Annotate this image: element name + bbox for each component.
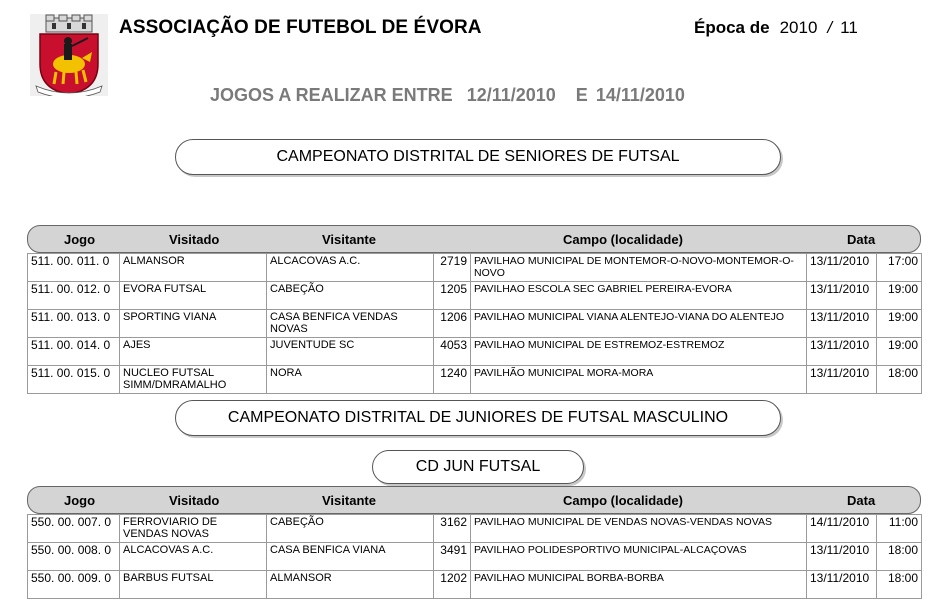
- away-team: ALMANSOR: [267, 571, 434, 599]
- game-time: 18:00: [877, 366, 922, 394]
- table-row: [28, 254, 922, 282]
- home-team: SPORTING VIANA: [120, 310, 267, 338]
- column-header-visitante: Visitante: [322, 493, 376, 508]
- period-from-date: 12/11/2010: [466, 85, 556, 105]
- game-number: 511. 00. 015. 0: [28, 366, 120, 394]
- venue-code: 1205: [434, 282, 471, 310]
- association-crest-logo: [30, 14, 108, 96]
- venue-name: PAVILHAO POLIDESPORTIVO MUNICIPAL-ALCAÇOVAS: [471, 543, 807, 571]
- game-date: 13/11/2010: [807, 254, 877, 282]
- venue-name: PAVILHAO ESCOLA SEC GABRIEL PEREIRA-EVORA: [471, 282, 807, 310]
- games-table-body: [27, 253, 922, 394]
- competition-subtitle-cd-jun-futsal: CD JUN FUTSAL: [372, 450, 584, 484]
- home-team: EVORA FUTSAL: [120, 282, 267, 310]
- season-end-year: 11: [840, 18, 858, 37]
- season-info: [694, 18, 858, 38]
- away-team: CASA BENFICA VENDAS NOVAS: [267, 310, 434, 338]
- venue-code: 1206: [434, 310, 471, 338]
- away-team: NORA: [267, 366, 434, 394]
- game-date: 13/11/2010: [807, 571, 877, 599]
- column-header-jogo: Jogo: [64, 493, 96, 508]
- period-to-date: 14/11/2010: [595, 85, 685, 105]
- game-date: 13/11/2010: [807, 338, 877, 366]
- table-row: [28, 310, 922, 338]
- column-header-visitado: Visitado: [169, 232, 220, 247]
- venue-code: 1240: [434, 366, 471, 394]
- venue-name: PAVILHAO MUNICIPAL DE VENDAS NOVAS-VENDAS NOVAS: [471, 515, 807, 543]
- away-team: JUVENTUDE SC: [267, 338, 434, 366]
- season-separator: /: [827, 18, 833, 37]
- game-number: 550. 00. 008. 0: [28, 543, 120, 571]
- table-header: [27, 486, 921, 514]
- column-header-campo: Campo (localidade): [563, 232, 683, 247]
- game-time: 18:00: [877, 571, 922, 599]
- column-header-visitante: Visitante: [322, 232, 376, 247]
- table-row: [28, 543, 922, 571]
- away-team: CASA BENFICA VIANA: [267, 543, 434, 571]
- home-team: ALCACOVAS A.C.: [120, 543, 267, 571]
- competition-title-juniores: CAMPEONATO DISTRITAL DE JUNIORES DE FUTSAL MASCULINO: [175, 400, 781, 436]
- game-time: 11:00: [877, 515, 922, 543]
- game-date: 13/11/2010: [807, 366, 877, 394]
- game-time: 19:00: [877, 338, 922, 366]
- venue-name: PAVILHAO MUNICIPAL DE ESTREMOZ-ESTREMOZ: [471, 338, 807, 366]
- home-team: AJES: [120, 338, 267, 366]
- home-team: FERROVIARIO DE VENDAS NOVAS: [120, 515, 267, 543]
- column-header-data: Data: [847, 232, 876, 247]
- venue-code: 2719: [434, 254, 471, 282]
- game-time: 19:00: [877, 282, 922, 310]
- game-number: 550. 00. 009. 0: [28, 571, 120, 599]
- venue-code: 3491: [434, 543, 471, 571]
- game-number: 511. 00. 012. 0: [28, 282, 120, 310]
- games-table-juniores: [27, 486, 921, 599]
- venue-name: PAVILHAO MUNICIPAL BORBA-BORBA: [471, 571, 807, 599]
- home-team: BARBUS FUTSAL: [120, 571, 267, 599]
- game-number: 511. 00. 013. 0: [28, 310, 120, 338]
- table-row: [28, 515, 922, 543]
- game-time: 17:00: [877, 254, 922, 282]
- venue-name: PAVILHÃO MUNICIPAL MORA-MORA: [471, 366, 807, 394]
- game-date: 13/11/2010: [807, 543, 877, 571]
- home-team: NUCLEO FUTSAL SIMM/DMRAMALHO: [120, 366, 267, 394]
- game-date: 13/11/2010: [807, 282, 877, 310]
- game-number: 511. 00. 014. 0: [28, 338, 120, 366]
- away-team: CABEÇÃO: [267, 515, 434, 543]
- away-team: ALCACOVAS A.C.: [267, 254, 434, 282]
- game-date: 14/11/2010: [807, 515, 877, 543]
- period-heading: [210, 85, 685, 106]
- game-number: 511. 00. 011. 0: [28, 254, 120, 282]
- period-joiner: E: [575, 85, 588, 105]
- season-start-year: 2010: [779, 18, 818, 37]
- games-table-seniores: [27, 225, 921, 394]
- table-row: [28, 366, 922, 394]
- column-header-data: Data: [847, 493, 876, 508]
- games-table-body: [27, 514, 922, 599]
- table-row: [28, 338, 922, 366]
- column-header-visitado: Visitado: [169, 493, 220, 508]
- table-header: [27, 225, 921, 253]
- venue-name: PAVILHAO MUNICIPAL DE MONTEMOR-O-NOVO-MONTEMOR-O-NOVO: [471, 254, 807, 282]
- game-number: 550. 00. 007. 0: [28, 515, 120, 543]
- game-time: 18:00: [877, 543, 922, 571]
- home-team: ALMANSOR: [120, 254, 267, 282]
- period-label: JOGOS A REALIZAR ENTRE: [210, 85, 453, 105]
- venue-name: PAVILHAO MUNICIPAL VIANA ALENTEJO-VIANA DO ALENTEJO: [471, 310, 807, 338]
- column-header-campo: Campo (localidade): [563, 493, 683, 508]
- venue-code: 3162: [434, 515, 471, 543]
- competition-title-seniores: CAMPEONATO DISTRITAL DE SENIORES DE FUTSAL: [175, 139, 781, 175]
- venue-code: 1202: [434, 571, 471, 599]
- game-time: 19:00: [877, 310, 922, 338]
- away-team: CABEÇÃO: [267, 282, 434, 310]
- organization-title: ASSOCIAÇÃO DE FUTEBOL DE ÉVORA: [119, 17, 482, 38]
- season-label: Época de: [694, 18, 770, 37]
- column-header-jogo: Jogo: [64, 232, 96, 247]
- table-row: [28, 282, 922, 310]
- game-date: 13/11/2010: [807, 310, 877, 338]
- table-row: [28, 571, 922, 599]
- venue-code: 4053: [434, 338, 471, 366]
